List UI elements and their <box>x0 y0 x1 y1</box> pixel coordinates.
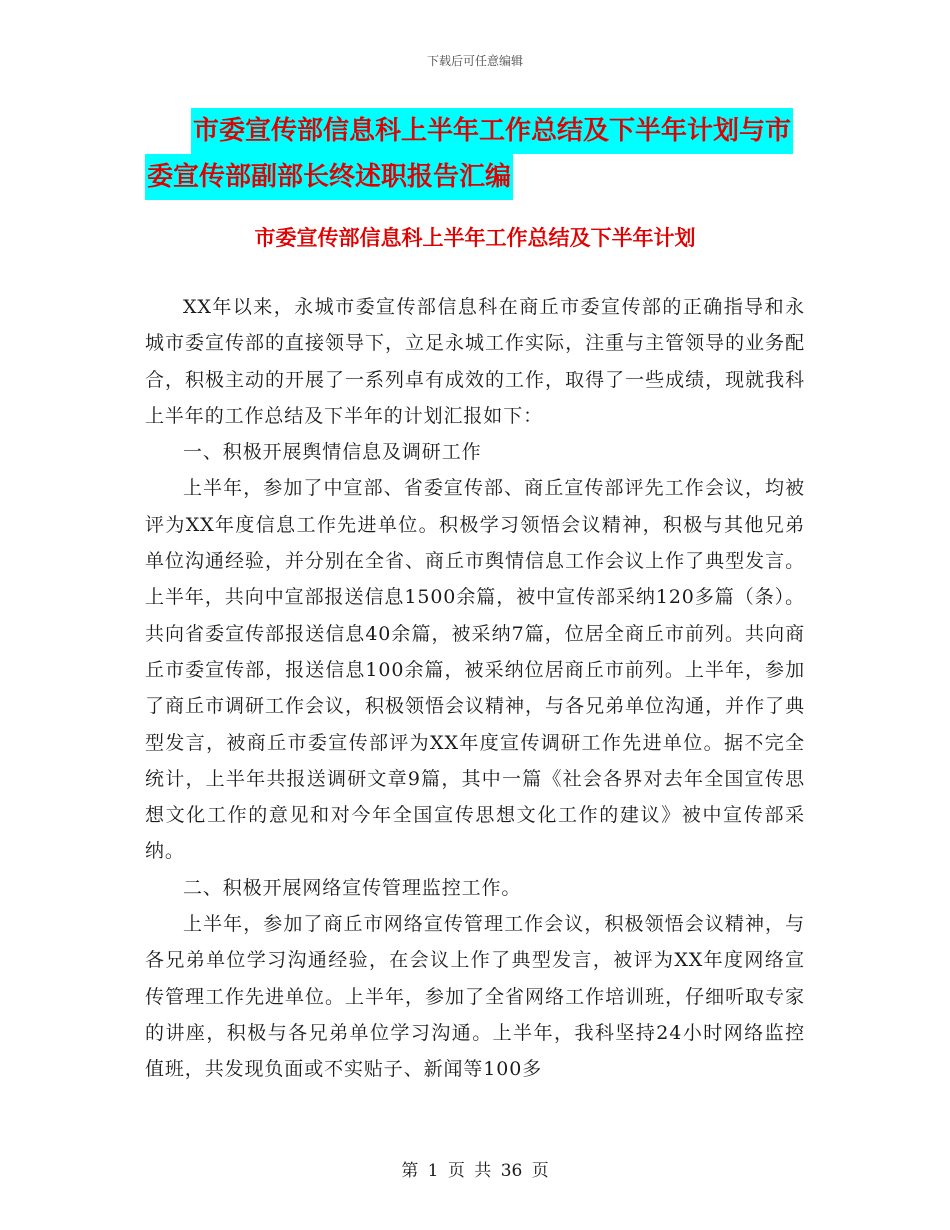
section-title: 市委宣传部信息科上半年工作总结及下半年计划 <box>254 226 696 250</box>
document-body <box>145 289 805 1088</box>
paragraph-intro: XX年以来，永城市委宣传部信息科在商丘市委宣传部的正确指导和永城市委宣传部的直接领导下，立足永城工作实际，注重与主管领导的业务配合，积极主动的开展了一系列卓有成效的工作，取得了一些成绩，现就我科上半年的工作总结及下半年的计划汇报如下： <box>145 296 805 427</box>
paragraph-section-2: 上半年，参加了商丘市网络宣传管理工作会议，积极领悟会议精神，与各兄弟单位学习沟通经验，在会议上作了典型发言，被评为XX年度网络宣传管理工作先进单位。上半年，参加了全省网络工作培训班，仔细听取专家的讲座，积极与各兄弟单位学习沟通。上半年，我科坚持24小时网络监控值班，共发现负面或不实贴子、新闻等100多 <box>145 913 805 1081</box>
heading-section-1: 一、积极开展舆情信息及调研工作 <box>183 441 482 464</box>
page-header-note: 下载后可任意编辑 <box>426 54 523 68</box>
paragraph-section-1: 上半年，参加了中宣部、省委宣传部、商丘宣传部评先工作会议，均被评为XX年度信息工作先进单位。积极学习领悟会议精神，积极与其他兄弟单位沟通经验，并分别在全省、商丘市舆情信息工作会议上作了典型发言。上半年，共向中宣部报送信息1500余篇，被中宣传部采纳120多篇（条）。共向省委宣传部报送信息40余篇，被采纳7篇，位居全商丘市前列。共向商丘市委宣传部，报送信息100余篇，被采纳位居商丘市前列。上半年，参加了商丘市调研工作会议，积极领悟会议精神，与各兄弟单位沟通，并作了典型发言，被商丘市委宣传部评为XX年度宣传调研工作先进单位。据不完全统计，上半年共报送调研文章9篇，其中一篇《社会各界对去年全国宣传思想文化工作的意见和对今年全国宣传思想文化工作的建议》被中宣传部采纳。 <box>145 477 805 863</box>
page-number: 第 1 页 共 36 页 <box>401 1161 549 1181</box>
document-title-line-1: 市委宣传部信息科上半年工作总结及下半年计划与市 <box>191 108 793 154</box>
document-title-line-2: 委宣传部副部长终述职报告汇编 <box>145 154 513 200</box>
document-title <box>145 108 810 200</box>
heading-section-2: 二、积极开展网络宣传管理监控工作。 <box>183 876 522 899</box>
